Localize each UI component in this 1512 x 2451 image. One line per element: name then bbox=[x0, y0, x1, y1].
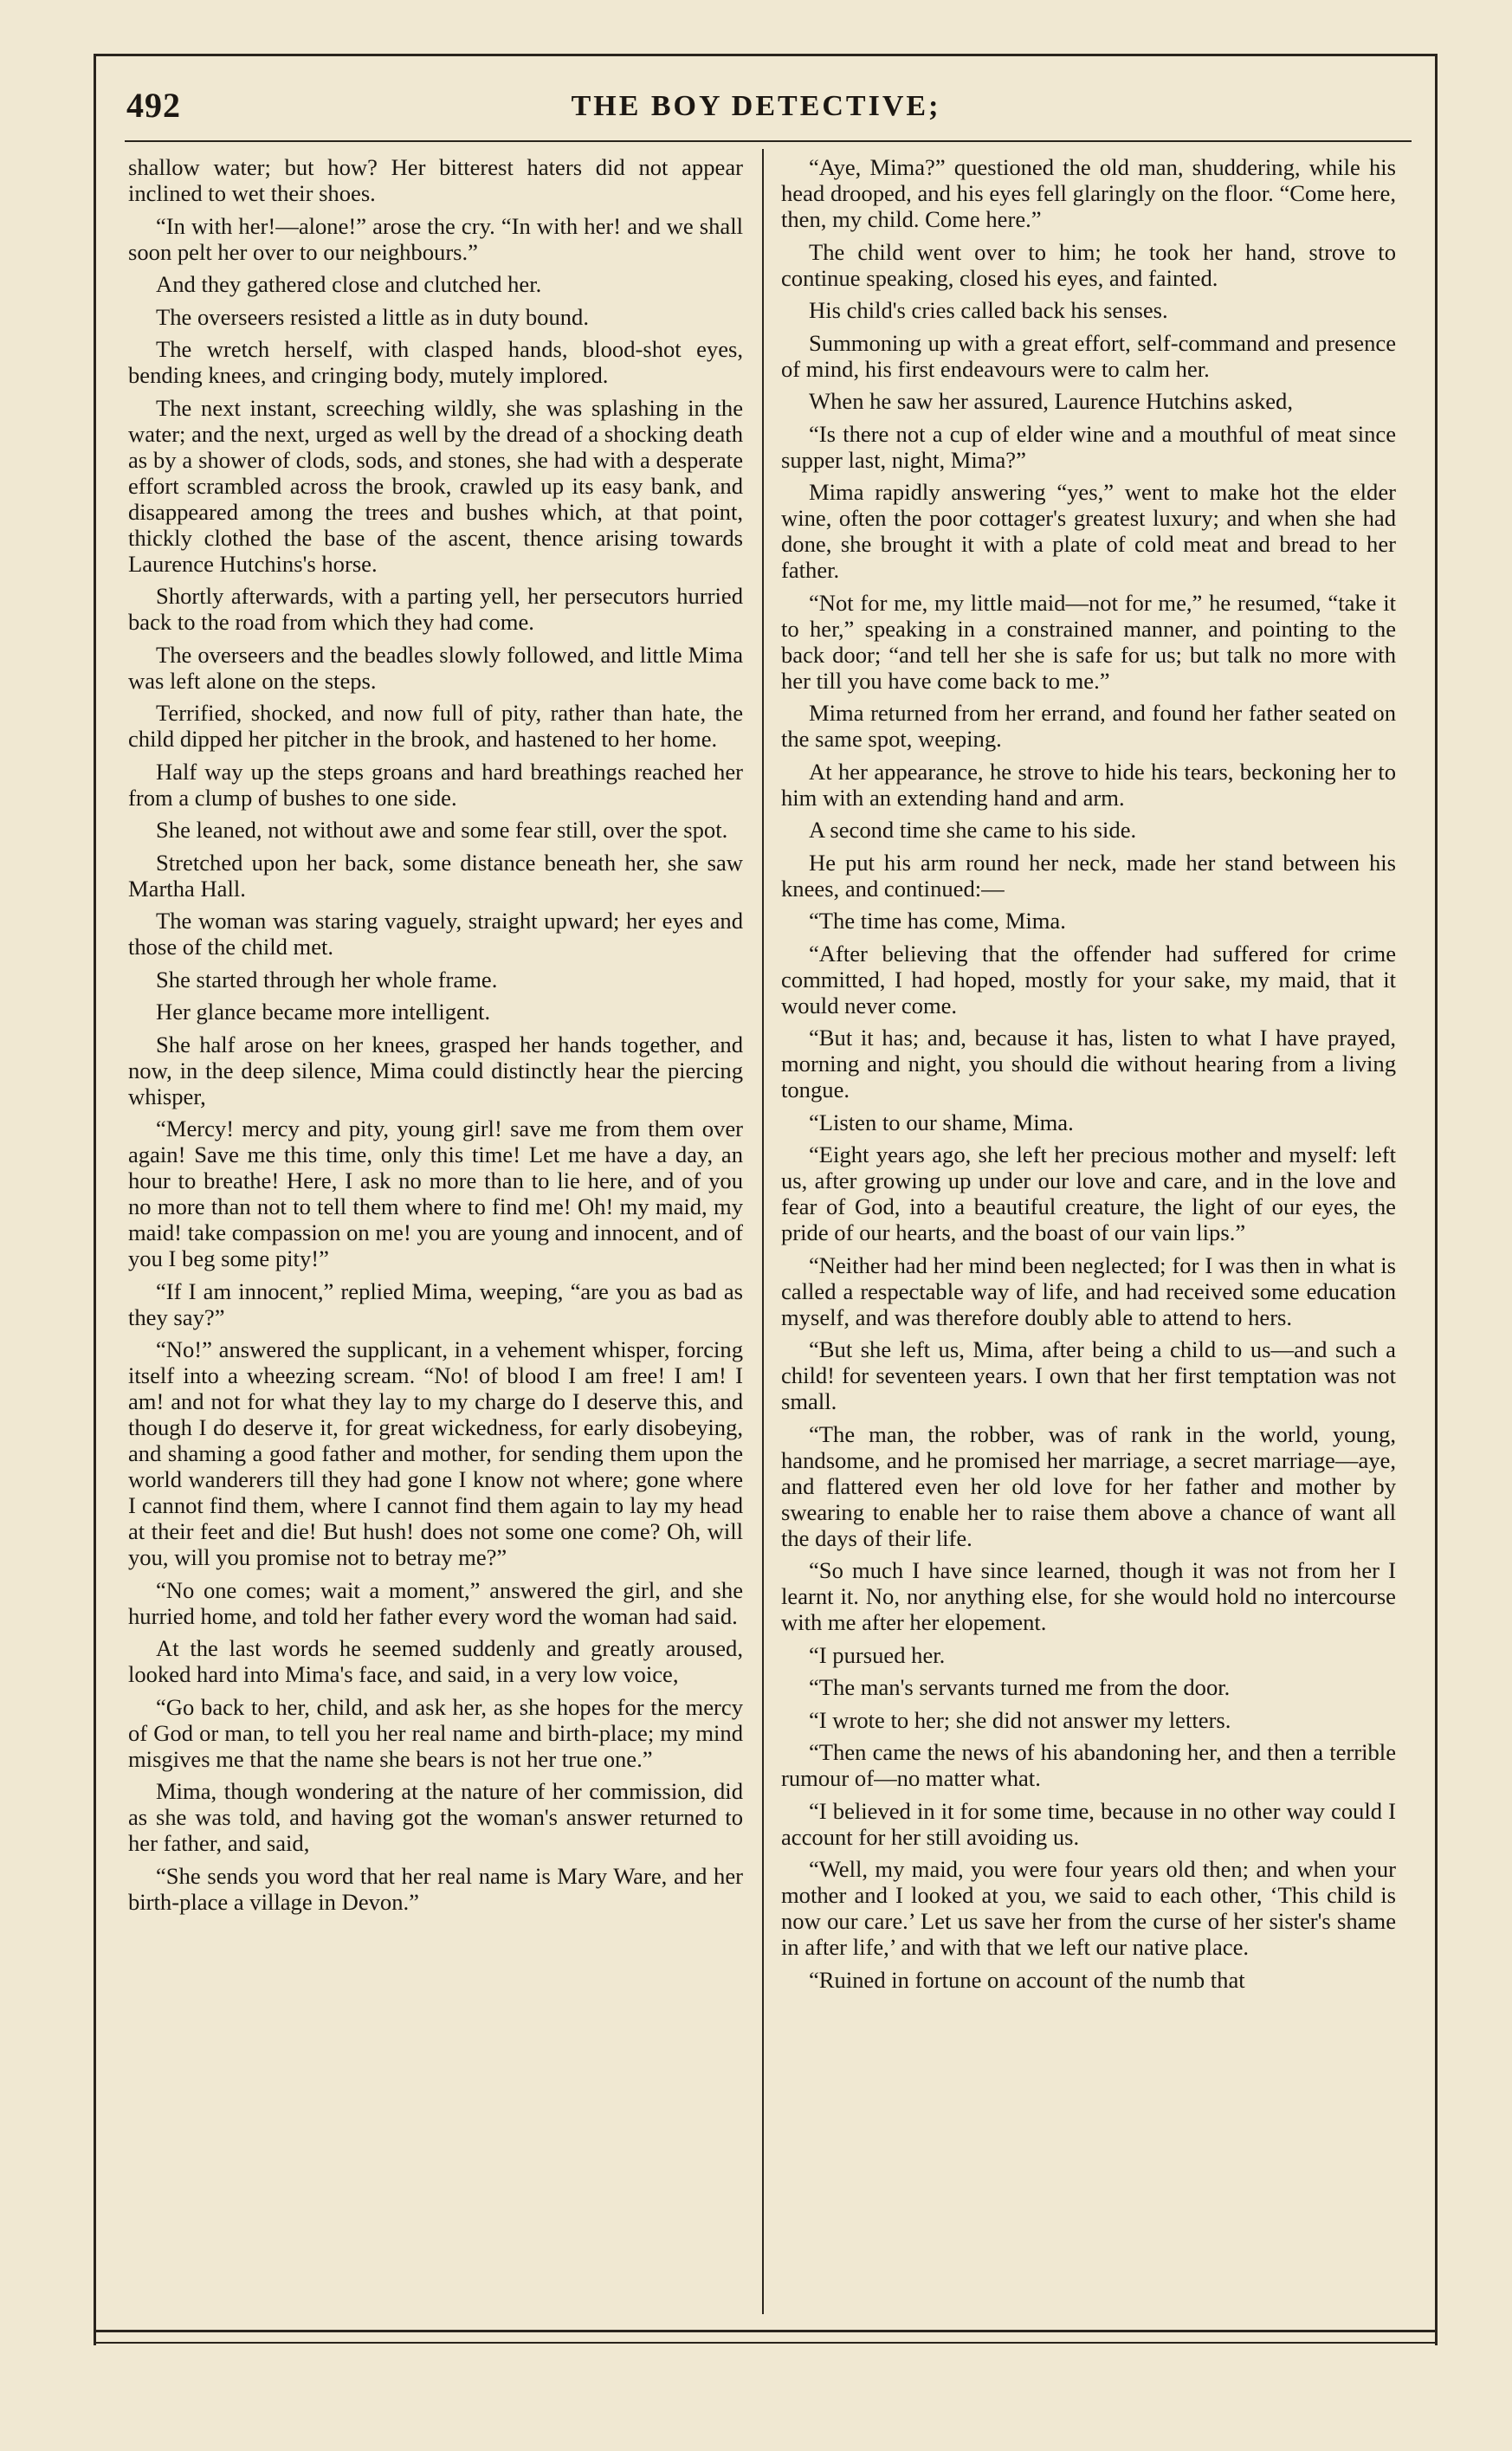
paragraph: “Aye, Mima?” questioned the old man, shuddering, while his head drooped, and his eyes fell glaringly on the floor. “Come here, then, my child. Come here.” bbox=[781, 154, 1396, 232]
page-number: 492 bbox=[126, 86, 181, 125]
paragraph: At her appearance, he strove to hide his tears, beckoning her to him with an extending hand and arm. bbox=[781, 758, 1396, 811]
paragraph: His child's cries called back his senses. bbox=[809, 297, 1168, 323]
paragraph: “The man, the robber, was of rank in the world, young, handsome, and he promised her marriage, a secret marriage—aye, and flattered even her old love for her father and mother by swearing to enable her to raise them above a chance of want all the days of their life. bbox=[781, 1420, 1396, 1551]
paragraph: “No!” answered the supplicant, in a vehement whisper, forcing itself into a wheezing scream. “No! of blood I am free! I am! I am! and not for what they lay to my charge do I deserve this, and though I do deserve it, for great wickedness, for early disobeying, and shaming a good father and mother, for sending them upon the world wanderers till they had gone I know not where; gone where I cannot find them, where I cannot find them again to lay my head at their feet and die! But hush! does not some one come? Oh, will you, will you promise not to betray me?” bbox=[128, 1336, 743, 1570]
paragraph: At the last words he seemed suddenly and greatly aroused, looked hard into Mima's face, and said, in a very low voice, bbox=[128, 1635, 743, 1687]
paragraph: “I pursued her. bbox=[809, 1641, 946, 1668]
paragraph: The wretch herself, with clasped hands, blood-shot eyes, bending knees, and cringing body, mutely implored. bbox=[128, 336, 743, 388]
paragraph: “Is there not a cup of elder wine and a mouthful of meat since supper last, night, Mima?” bbox=[781, 420, 1396, 473]
paragraph: Shortly afterwards, with a parting yell, her persecutors hurried back to the road from which they had come. bbox=[128, 583, 743, 635]
paragraph: The woman was staring vaguely, straight upward; her eyes and those of the child met. bbox=[128, 908, 743, 960]
paragraph: Mima returned from her errand, and found her father seated on the same spot, weeping. bbox=[781, 700, 1396, 752]
paragraph: “I wrote to her; she did not answer my letters. bbox=[809, 1706, 1231, 1733]
paragraph: “Go back to her, child, and ask her, as she hopes for the mercy of God or man, to tell you her real name and birth-place; my mind misgives me that the name she bears is not her true one.” bbox=[128, 1693, 743, 1772]
paragraph: Half way up the steps groans and hard breathings reached her from a clump of bushes to one side. bbox=[128, 758, 743, 811]
paragraph: Mima rapidly answering “yes,” went to make hot the elder wine, often the poor cottager's greatest luxury; and when she had done, she brought it with a plate of cold meat and bread to her father. bbox=[781, 479, 1396, 583]
paragraph: “In with her!—alone!” arose the cry. “In with her! and we shall soon pelt her over to our neighbours.” bbox=[128, 212, 743, 265]
paragraph: The next instant, screeching wildly, she was splashing in the water; and the next, urged as well by the dread of a shocking death as by a shower of clods, sods, and stones, she had with a desperate effort scrambled across the brook, crawled up its easy bank, and disappeared among the trees and bushes which, at that point, thickly clothed the base of the ascent, thence arising towards Laurence Hutchins's horse. bbox=[128, 394, 743, 577]
paragraph: The overseers resisted a little as in duty bound. bbox=[156, 303, 589, 330]
paragraph: She leaned, not without awe and some fear still, over the spot. bbox=[156, 817, 728, 843]
right-column bbox=[781, 154, 1396, 1999]
header-rule bbox=[125, 140, 1412, 142]
paragraph: When he saw her assured, Laurence Hutchins asked, bbox=[809, 388, 1293, 414]
paragraph: “But it has; and, because it has, listen to what I have prayed, morning and night, you should die without hearing from a living tongue. bbox=[781, 1025, 1396, 1103]
paragraph: “Neither had her mind been neglected; for I was then in what is called a respectable way of life, and had received some education myself, and was therefore doubly able to attend to hers. bbox=[781, 1251, 1396, 1330]
paragraph: “She sends you word that her real name is Mary Ware, and her birth-place a village in Devon.” bbox=[128, 1862, 743, 1915]
paragraph: “The man's servants turned me from the door. bbox=[809, 1674, 1231, 1700]
paragraph: “Then came the news of his abandoning her, and then a terrible rumour of—no matter what. bbox=[781, 1739, 1396, 1791]
paragraph: “Listen to our shame, Mima. bbox=[809, 1109, 1074, 1135]
paragraph: “Not for me, my little maid—not for me,” he resumed, “take it to her,” speaking in a constrained manner, and pointing to the back door; “and tell her she is safe for us; but talk no more with her till you have come back to me.” bbox=[781, 589, 1396, 694]
paragraph: Summoning up with a great effort, self-command and presence of mind, his first endeavours were to calm her. bbox=[781, 329, 1396, 382]
paragraph: Mima, though wondering at the nature of her commission, did as she was told, and having got the woman's answer returned to her father, and said, bbox=[128, 1778, 743, 1856]
paragraph: “So much I have since learned, though it was not from her I learnt it. No, nor anything else, for she would hold no intercourse with me after her elopement. bbox=[781, 1557, 1396, 1635]
paragraph: “Eight years ago, she left her precious mother and myself: left us, after growing up under our love and care, and in the love and fear of God, into a beautiful creature, the light of our eyes, the pride of our hearts, and the boast of our vain lips.” bbox=[781, 1141, 1396, 1245]
paragraph: She started through her whole frame. bbox=[156, 966, 498, 993]
paragraph: Stretched upon her back, some distance beneath her, she saw Martha Hall. bbox=[128, 849, 743, 902]
paragraph: “Ruined in fortune on account of the numb that bbox=[809, 1966, 1245, 1993]
paragraph: “But she left us, Mima, after being a child to us—and such a child! for seventeen years. I own that her first temptation was not small. bbox=[781, 1336, 1396, 1414]
paragraph: “Well, my maid, you were four years old then; and when your mother and I looked at you, we said to each other, ‘This child is now our care.’ Let us save her from the curse of her sister's shame in after life,’ and with that we left our native place. bbox=[781, 1856, 1396, 1960]
paragraph: “After believing that the offender had suffered for crime committed, I had hoped, mostly for your sake, my maid, that it would never come. bbox=[781, 940, 1396, 1019]
paragraph: “The time has come, Mima. bbox=[809, 908, 1066, 934]
paragraph: Terrified, shocked, and now full of pity, rather than hate, the child dipped her pitcher in the brook, and hastened to her home. bbox=[128, 700, 743, 752]
paragraph: A second time she came to his side. bbox=[809, 817, 1137, 843]
left-column bbox=[128, 154, 743, 1921]
paragraph: “No one comes; wait a moment,” answered the girl, and she hurried home, and told her father every word the woman had said. bbox=[128, 1576, 743, 1629]
paragraph: He put his arm round her neck, made her stand between his knees, and continued:— bbox=[781, 849, 1396, 902]
paragraph: shallow water; but how? Her bitterest haters did not appear inclined to wet their shoes. bbox=[128, 154, 743, 206]
paragraph: The overseers and the beadles slowly followed, and little Mima was left alone on the steps. bbox=[128, 641, 743, 694]
bottom-rule bbox=[94, 2330, 1438, 2332]
paragraph: “If I am innocent,” replied Mima, weeping, “are you as bad as they say?” bbox=[128, 1277, 743, 1330]
paragraph: Her glance became more intelligent. bbox=[156, 999, 491, 1025]
paragraph: “Mercy! mercy and pity, young girl! save me from them over again! Save me this time, only this time! Let me have a day, an hour to breathe! Here, I ask no more than to lie here, and of you no more than not to tell them where to find me! Oh! my maid, my maid! take compassion on me! you are young and innocent, and of you I beg some pity!” bbox=[128, 1116, 743, 1271]
bottom-rule-double bbox=[94, 2342, 1438, 2344]
running-title: THE BOY DETECTIVE; bbox=[571, 90, 941, 122]
paragraph: She half arose on her knees, grasped her hands together, and now, in the deep silence, Mima could distinctly hear the piercing whisper, bbox=[128, 1031, 743, 1109]
paragraph: And they gathered close and clutched her. bbox=[156, 271, 542, 297]
column-divider bbox=[762, 149, 764, 2314]
paragraph: The child went over to him; he took her hand, strove to continue speaking, closed his eyes, and fainted. bbox=[781, 238, 1396, 291]
paragraph: “I believed in it for some time, because in no other way could I account for her still avoiding us. bbox=[781, 1797, 1396, 1850]
